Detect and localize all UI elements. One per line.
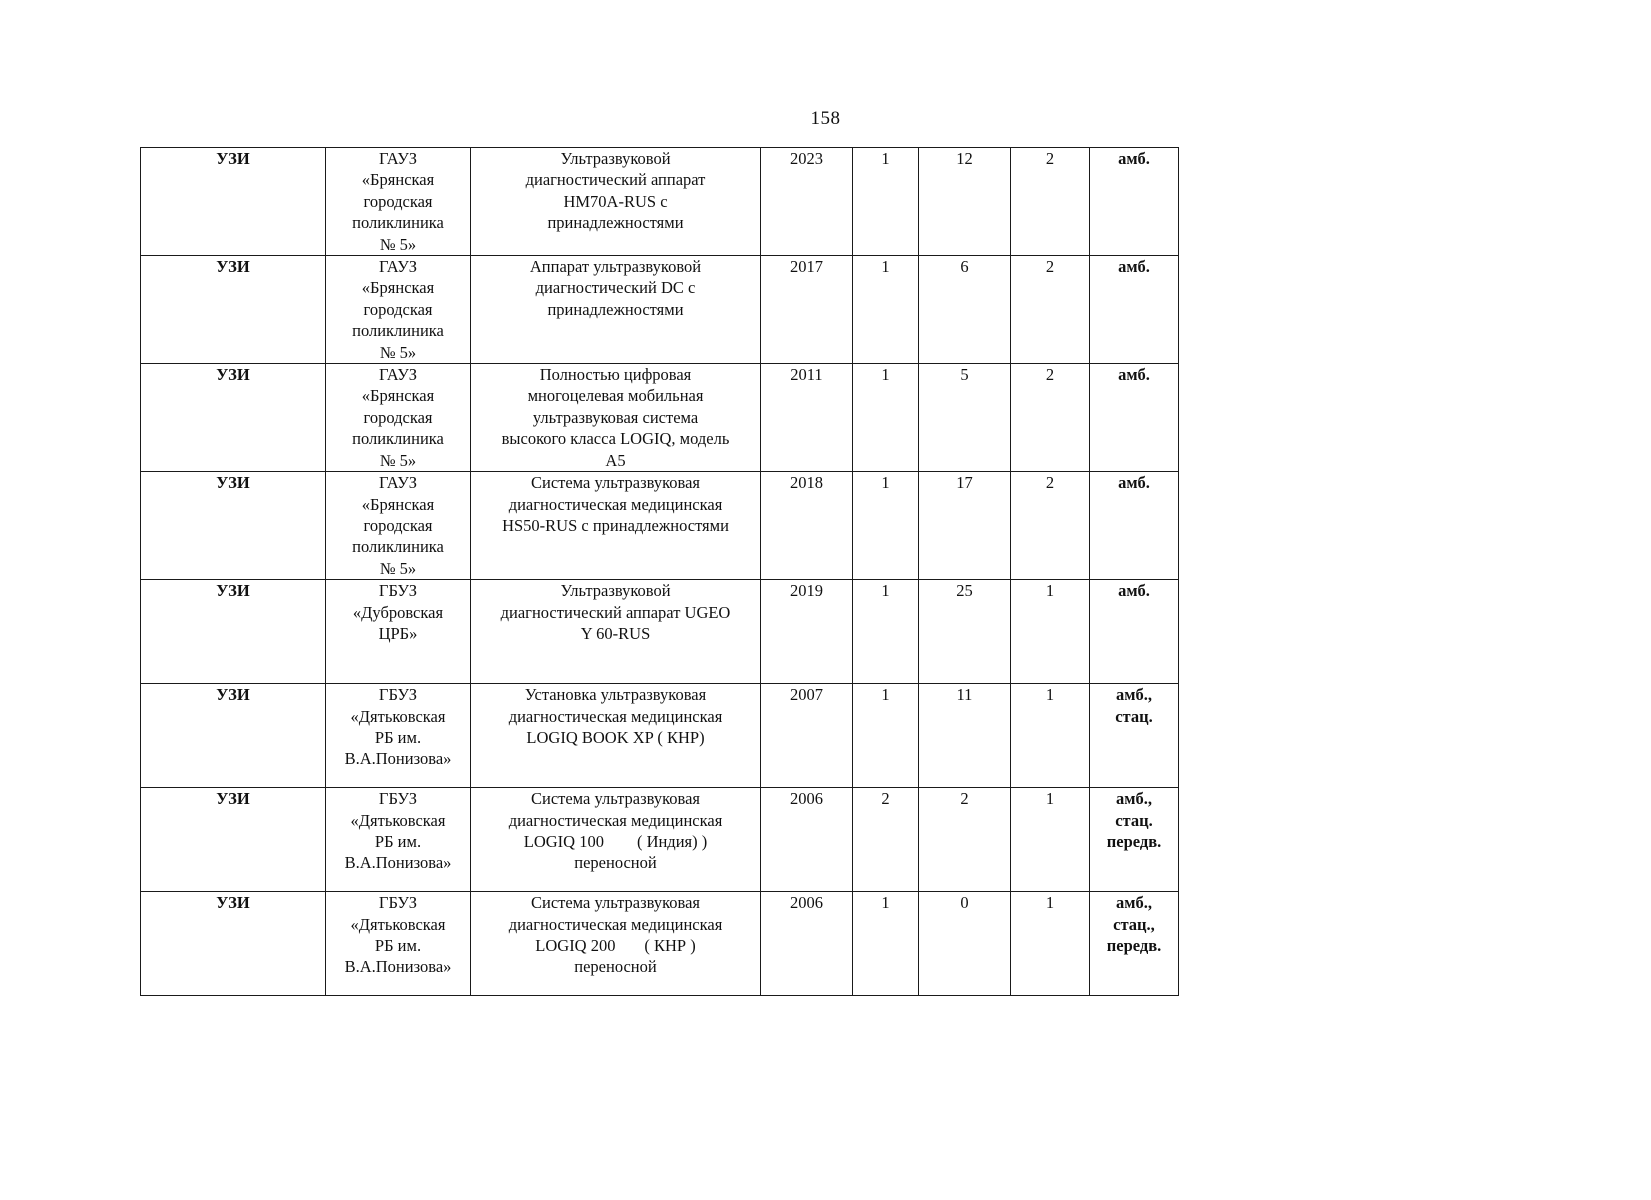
device-line: Ультразвуковой [560, 581, 671, 601]
usage-cell [1090, 472, 1179, 580]
usage-line: стац. [1115, 706, 1153, 726]
organization-line: ЦРБ» [378, 623, 418, 643]
usage-cell [1090, 256, 1179, 364]
age-cell: 0 [919, 892, 1011, 996]
organization-cell [326, 684, 471, 788]
usage-line: амб. [1118, 257, 1150, 277]
device-line: диагностический аппарат UGEO [500, 602, 731, 622]
organization-line: В.А.Понизова» [344, 749, 452, 769]
table-row [141, 472, 1179, 580]
usage-cell [1090, 892, 1179, 996]
count-cell: 1 [853, 892, 919, 996]
usage-line: стац. [1115, 810, 1153, 830]
device-line: Система ультразвуковая [530, 473, 701, 493]
count-cell: 1 [853, 684, 919, 788]
organization-line: ГБУЗ [378, 893, 418, 913]
usage-line: амб., [1116, 685, 1152, 705]
organization-line: городская [363, 191, 433, 211]
device-line: Ультразвуковой [560, 149, 671, 168]
device-line: принадлежностями [547, 213, 684, 233]
organization-line: № 5» [379, 234, 417, 254]
table-body [141, 148, 1179, 996]
organization-line: ГАУЗ [379, 365, 417, 385]
organization-line: ГАУЗ [379, 473, 417, 493]
device-line: диагностический DC с [535, 278, 696, 298]
organization-line: ГБУЗ [378, 581, 418, 601]
year-cell: 2018 [761, 472, 853, 580]
year-cell: 2007 [761, 684, 853, 788]
organization-line: «Дубровская [352, 602, 444, 622]
organization-line: поликлиника [352, 213, 444, 233]
organization-line: поликлиника [352, 537, 444, 557]
organization-line: «Брянская [361, 170, 435, 190]
device-line: Y 60-RUS [580, 623, 651, 643]
device-line: HM70A-RUS с [563, 191, 668, 211]
usage-cell [1090, 148, 1179, 256]
shifts-cell: 1 [1011, 788, 1090, 892]
device-line: LOGIQ 200 ( КНР ) [535, 935, 696, 955]
organization-cell [326, 148, 471, 256]
device-line: Аппарат ультразвуковой [529, 257, 702, 277]
usage-cell [1090, 788, 1179, 892]
organization-line: РБ им. [374, 831, 422, 851]
organization-line: городская [363, 299, 433, 319]
device-line: многоцелевая мобильная [527, 386, 704, 406]
exam-type-cell: УЗИ [141, 788, 326, 892]
table-row [141, 580, 1179, 684]
year-cell: 2011 [761, 364, 853, 472]
organization-line: городская [363, 407, 433, 427]
device-cell [471, 148, 761, 256]
organization-cell [326, 364, 471, 472]
device-line: принадлежностями [547, 299, 684, 319]
organization-line: «Дятьковская [350, 810, 446, 830]
organization-line: РБ им. [374, 727, 422, 747]
organization-line: «Брянская [361, 494, 435, 514]
organization-line: поликлиника [352, 321, 444, 341]
device-line: A5 [605, 450, 626, 470]
age-cell: 25 [919, 580, 1011, 684]
organization-line: ГАУЗ [379, 149, 417, 168]
organization-line: № 5» [379, 450, 417, 470]
device-cell [471, 684, 761, 788]
exam-type-cell: УЗИ [141, 472, 326, 580]
year-cell: 2023 [761, 148, 853, 256]
shifts-cell: 1 [1011, 684, 1090, 788]
organization-line: РБ им. [374, 935, 422, 955]
organization-line: В.А.Понизова» [344, 957, 452, 977]
shifts-cell: 1 [1011, 580, 1090, 684]
usage-line: амб. [1118, 149, 1150, 168]
table-row [141, 892, 1179, 996]
equipment-table-container [140, 147, 1178, 996]
organization-line: «Брянская [361, 386, 435, 406]
organization-line: ГБУЗ [378, 789, 418, 809]
organization-line: № 5» [379, 558, 417, 578]
usage-line: передв. [1106, 935, 1162, 955]
usage-cell [1090, 364, 1179, 472]
device-cell [471, 256, 761, 364]
device-line: LOGIQ 100 ( Индия) ) [523, 831, 708, 851]
organization-line: поликлиника [352, 429, 444, 449]
table-row [141, 256, 1179, 364]
count-cell: 1 [853, 580, 919, 684]
usage-line: амб. [1118, 581, 1150, 601]
organization-line: № 5» [379, 342, 417, 362]
age-cell: 12 [919, 148, 1011, 256]
age-cell: 11 [919, 684, 1011, 788]
usage-line: передв. [1106, 831, 1162, 851]
table-row [141, 148, 1179, 256]
table-row [141, 788, 1179, 892]
usage-cell [1090, 580, 1179, 684]
organization-line: В.А.Понизова» [344, 853, 452, 873]
year-cell: 2006 [761, 788, 853, 892]
device-line: Полностью цифровая [539, 365, 692, 385]
organization-cell [326, 256, 471, 364]
device-line: диагностический аппарат [525, 170, 706, 190]
shifts-cell: 1 [1011, 892, 1090, 996]
usage-line: амб. [1118, 473, 1150, 493]
organization-cell [326, 892, 471, 996]
device-line: LOGIQ BOOK XP ( КНР) [526, 727, 705, 747]
device-cell [471, 580, 761, 684]
age-cell: 2 [919, 788, 1011, 892]
year-cell: 2006 [761, 892, 853, 996]
device-line: диагностическая медицинская [508, 494, 723, 514]
usage-line: амб. [1118, 365, 1150, 385]
shifts-cell: 2 [1011, 364, 1090, 472]
shifts-cell: 2 [1011, 148, 1090, 256]
usage-line: амб., [1116, 789, 1152, 809]
device-line: HS50-RUS с принадлежностями [502, 515, 729, 535]
year-cell: 2017 [761, 256, 853, 364]
organization-line: ГБУЗ [378, 685, 418, 705]
organization-line: ГАУЗ [379, 257, 417, 277]
organization-line: «Дятьковская [350, 914, 446, 934]
device-cell [471, 892, 761, 996]
count-cell: 1 [853, 148, 919, 256]
count-cell: 2 [853, 788, 919, 892]
organization-cell [326, 580, 471, 684]
table-row [141, 364, 1179, 472]
count-cell: 1 [853, 364, 919, 472]
device-line: диагностическая медицинская [508, 810, 723, 830]
table-row [141, 684, 1179, 788]
usage-line: стац., [1113, 914, 1155, 934]
device-line: ультразвуковая система [532, 407, 699, 427]
age-cell: 6 [919, 256, 1011, 364]
organization-line: городская [363, 515, 433, 535]
equipment-table [140, 147, 1179, 996]
device-line: диагностическая медицинская [508, 706, 723, 726]
device-cell [471, 788, 761, 892]
year-cell: 2019 [761, 580, 853, 684]
age-cell: 17 [919, 472, 1011, 580]
age-cell: 5 [919, 364, 1011, 472]
device-line: высокого класса LOGIQ, модель [501, 429, 730, 449]
device-line: переносной [574, 957, 657, 977]
exam-type-cell: УЗИ [141, 892, 326, 996]
device-line: Установка ультразвуковая [524, 685, 707, 705]
device-line: Система ультразвуковая [530, 789, 701, 809]
count-cell: 1 [853, 256, 919, 364]
device-cell [471, 472, 761, 580]
device-line: Система ультразвуковая [530, 893, 701, 913]
organization-line: «Брянская [361, 278, 435, 298]
shifts-cell: 2 [1011, 472, 1090, 580]
exam-type-cell: УЗИ [141, 684, 326, 788]
organization-cell [326, 788, 471, 892]
exam-type-cell: УЗИ [141, 148, 326, 256]
exam-type-cell: УЗИ [141, 364, 326, 472]
page-number: 158 [810, 108, 841, 129]
device-line: диагностическая медицинская [508, 914, 723, 934]
exam-type-cell: УЗИ [141, 580, 326, 684]
shifts-cell: 2 [1011, 256, 1090, 364]
count-cell: 1 [853, 472, 919, 580]
device-line: переносной [574, 853, 657, 873]
organization-line: «Дятьковская [350, 706, 446, 726]
organization-cell [326, 472, 471, 580]
usage-cell [1090, 684, 1179, 788]
usage-line: амб., [1116, 893, 1152, 913]
exam-type-cell: УЗИ [141, 256, 326, 364]
device-cell [471, 364, 761, 472]
